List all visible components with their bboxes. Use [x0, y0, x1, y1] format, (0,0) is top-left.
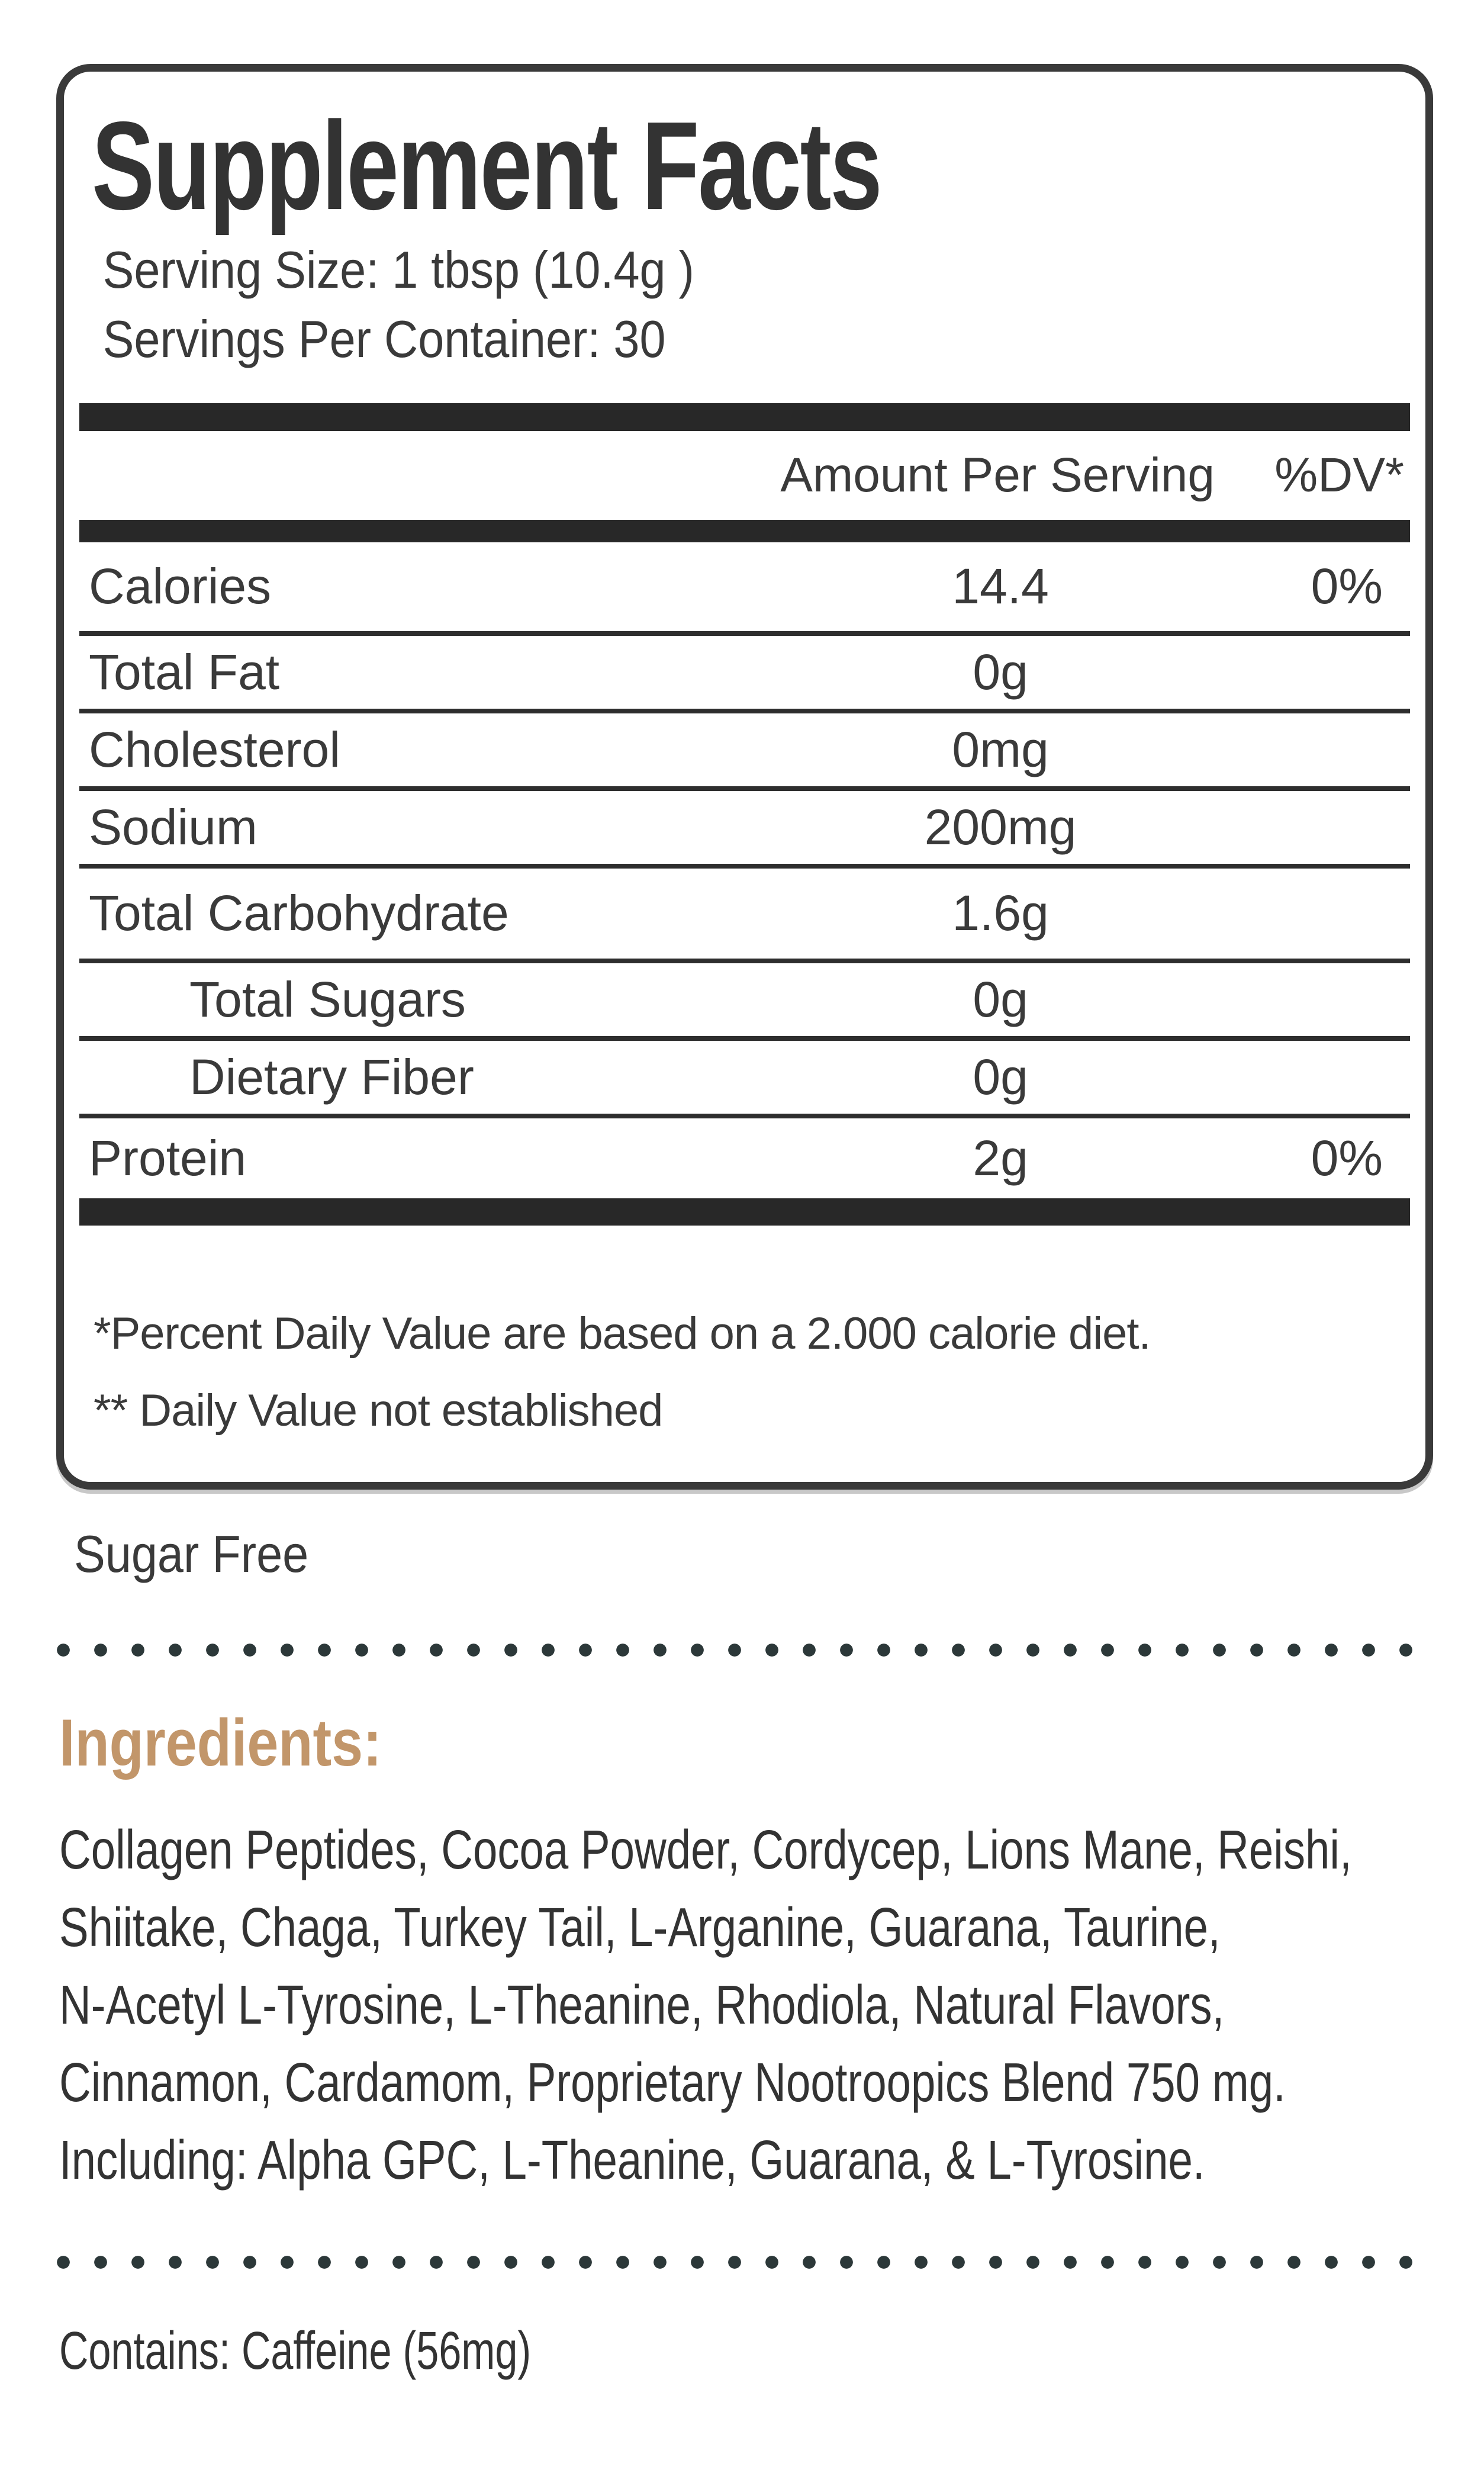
nutrient-row-protein [79, 1118, 1410, 1198]
nutrient-label: Dietary Fiber [189, 1049, 474, 1105]
nutrient-row-calories [79, 542, 1410, 636]
amount-value: 2g [973, 1130, 1028, 1186]
ingredients-heading: Ingredients: [59, 1705, 382, 1780]
thick-divider-header [79, 520, 1410, 542]
amount-value: 1.6g [952, 885, 1049, 941]
ingredients-line: Including: Alpha GPC, L-Theanine, Guarana, & L-Tyrosine. [59, 2128, 1205, 2191]
footnote-daily-value: *Percent Daily Value are based on a 2.000 calorie diet. [94, 1308, 1151, 1359]
nutrient-row-dietary-fiber [79, 1041, 1410, 1118]
ingredients-list [59, 1811, 1484, 2199]
serving-size: Serving Size: 1 tbsp (10.4g ) [102, 240, 694, 300]
ingredients-line: N-Acetyl L-Tyrosine, L-Theanine, Rhodiola, Natural Flavors, [59, 1973, 1225, 2035]
dv-header: %DV* [1274, 448, 1404, 502]
nutrient-label: Total Carbohydrate [89, 885, 509, 941]
thick-divider-bottom [79, 1198, 1410, 1226]
amount-value: 200mg [924, 799, 1077, 855]
amount-per-serving-header: Amount Per Serving [780, 448, 1215, 502]
nutrition-table [79, 542, 1410, 1198]
sugar-free-badge: Sugar Free [74, 1525, 309, 1584]
dotted-divider-top [56, 1643, 1431, 1657]
amount-value: 14.4 [952, 558, 1049, 615]
supplement-label-page [0, 64, 1484, 2386]
nutrient-row-total-sugars [79, 963, 1410, 1041]
contains-caffeine-note: Contains: Caffeine (56mg) [59, 2321, 532, 2381]
nutrient-label: Total Sugars [189, 971, 466, 1027]
table-header-row [79, 431, 1410, 520]
panel-title: Supplement Facts [92, 95, 881, 236]
amount-value: 0g [973, 644, 1028, 700]
footnote-not-established: ** Daily Value not established [94, 1385, 663, 1436]
nutrient-row-total-carbohydrate [79, 869, 1410, 963]
nutrient-label: Calories [89, 558, 272, 615]
amount-value: 0g [973, 1049, 1028, 1105]
nutrient-label: Sodium [89, 799, 257, 855]
nutrient-label: Total Fat [89, 644, 280, 700]
dv-value: 0% [1311, 1130, 1383, 1186]
ingredients-line: Collagen Peptides, Cocoa Powder, Cordycep, Lions Mane, Reishi, [59, 1818, 1352, 1880]
nutrient-row-sodium [79, 791, 1410, 869]
nutrient-label: Protein [89, 1130, 247, 1186]
ingredients-line: Shiitake, Chaga, Turkey Tail, L-Arganine, Guarana, Taurine, [59, 1896, 1221, 1958]
dotted-divider-bottom [56, 2255, 1431, 2269]
amount-value: 0mg [952, 721, 1049, 777]
nutrient-label: Cholesterol [89, 721, 340, 777]
supplement-facts-panel [56, 64, 1433, 1490]
servings-per-container: Servings Per Container: 30 [102, 309, 666, 368]
ingredients-line: Cinnamon, Cardamom, Proprietary Nootroopics Blend 750 mg. [59, 2051, 1286, 2113]
nutrient-row-total-fat [79, 636, 1410, 713]
thick-divider-top [79, 403, 1410, 431]
dv-value: 0% [1311, 558, 1383, 615]
nutrient-row-cholesterol [79, 713, 1410, 791]
footnotes [79, 1295, 1410, 1465]
amount-value: 0g [973, 971, 1028, 1027]
